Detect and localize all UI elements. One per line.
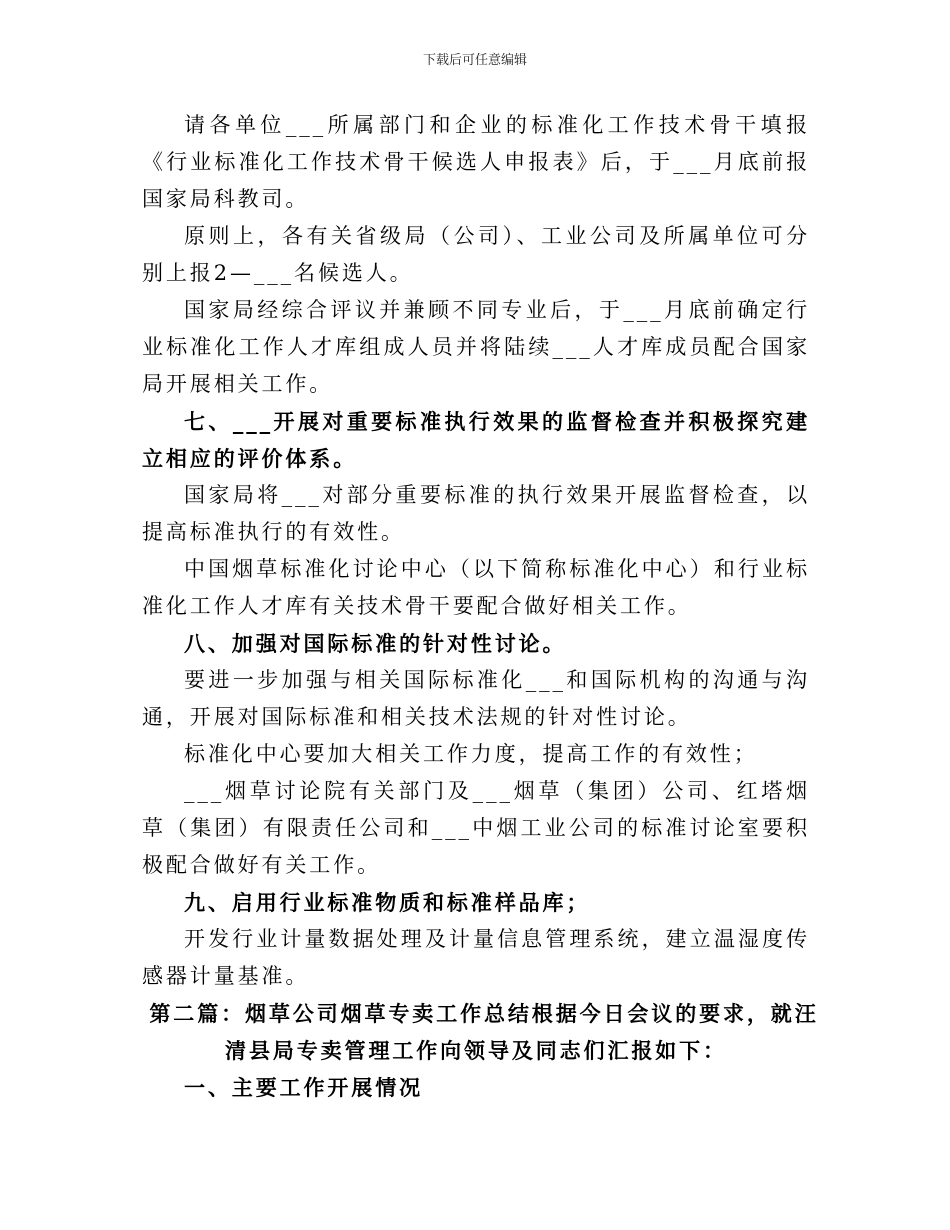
page-header: 下载后可任意编辑 [422,53,527,68]
paragraph: 请各单位___所属部门和企业的标准化工作技术骨干填报《行业标准化工作技术骨干候选人申报表》后，于___月底前报国家局科教司。 [142,113,810,211]
section-heading: 八、加强对国际标准的针对性讨论。 [184,631,567,656]
part-title: 第二篇：烟草公司烟草专卖工作总结根据今日会议的要求，就汪 [149,1001,819,1026]
section-heading: 一、主要工作开展情况 [184,1075,423,1100]
paragraph: 中国烟草标准化讨论中心（以下简称标准化中心）和行业标准化工作人才库有关技术骨干要配合做好相关工作。 [142,557,810,618]
paragraph: 国家局将___对部分重要标准的执行效果开展监督检查，以提高标准执行的有效性。 [142,483,810,544]
paragraph: 标准化中心要加大相关工作力度，提高工作的有效性； [184,742,758,766]
part-title-continued: 清县局专卖管理工作向领导及同志们汇报如下： [225,1038,727,1063]
paragraph: 开发行业计量数据处理及计量信息管理系统，建立温湿度传感器计量基准。 [142,927,810,988]
paragraph: 要进一步加强与相关国际标准化___和国际机构的沟通与沟通，开展对国际标准和相关技术法规的针对性讨论。 [142,668,810,729]
section-heading: 九、启用行业标准物质和标准样品库； [184,890,591,915]
section-heading: 七、___开展对重要标准执行效果的监督检查并积极探究建立相应的评价体系。 [142,409,810,471]
paragraph: ___烟草讨论院有关部门及___烟草（集团）公司、红塔烟草（集团）有限责任公司和___中烟工业公司的标准讨论室要积极配合做好有关工作。 [142,779,810,877]
paragraph: 国家局经综合评议并兼顾不同专业后，于___月底前确定行业标准化工作人才库组成人员并将陆续___人才库成员配合国家局开展相关工作。 [142,298,810,396]
paragraph: 原则上，各有关省级局（公司）、工业公司及所属单位可分别上报2—___名候选人。 [142,224,810,285]
document-body [142,107,819,1106]
